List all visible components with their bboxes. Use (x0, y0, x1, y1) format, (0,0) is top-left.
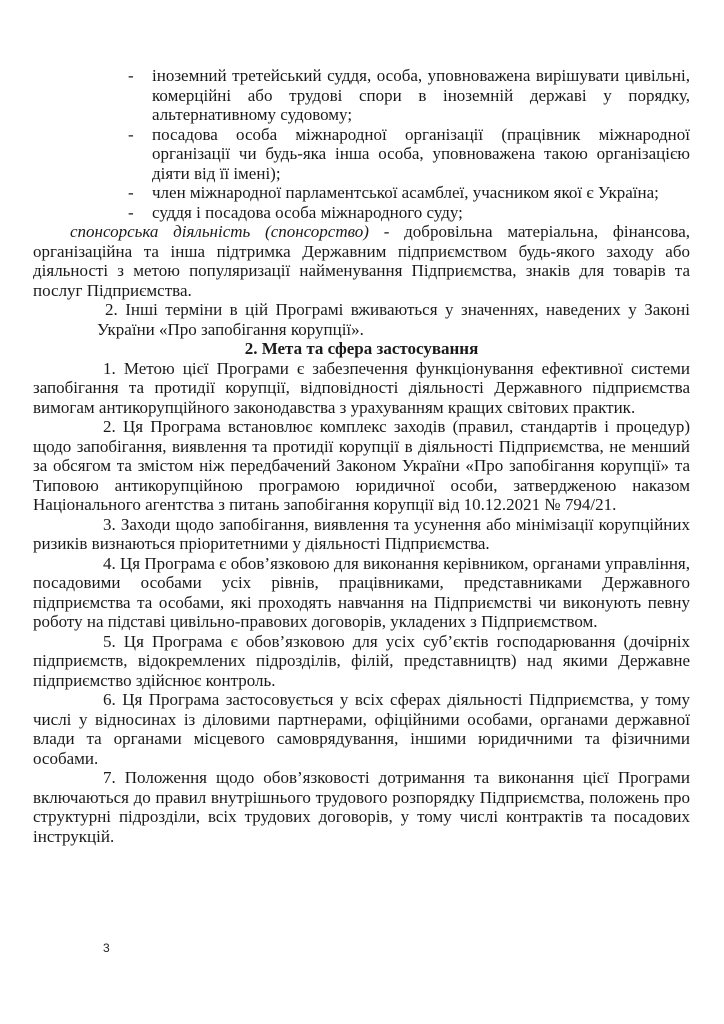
paragraph-section-2: 2. Ця Програма встановлює комплекс заходів (правил, стандартів і процедур) щодо запобігання, виявлення та протидії корупції в діяльності Підприємства, не менший за обсягом та змістом ніж передбачений Законом України «Про запобігання корупції» та Типовою антикорупційною програмою юридичної особи, затвердженою наказом Національного агентства з питань запобігання корупції від 10.12.2021 № 794/21. (33, 417, 690, 514)
paragraph-sponsorship-definition (33, 222, 690, 300)
list-item (33, 125, 690, 184)
list-item-text: посадова особа міжнародної організації (працівник міжнародної організації чи будь-яка інша особа, уповноважена такою організацією діяти від її імені); (152, 124, 690, 183)
document-body (33, 66, 690, 846)
dash-marker: - (128, 183, 134, 202)
list-item-text: член міжнародної парламентської асамблеї, учасником якої є Україна; (152, 183, 659, 202)
paragraph-other-terms: 2. Інші терміни в цій Програмі вживаються у значеннях, наведених у Законі України «Про запобігання корупції». (97, 300, 690, 339)
paragraph-section-1: 1. Метою цієї Програми є забезпечення функціонування ефективної системи запобігання та протидії корупції, відповідності діяльності Державного підприємства вимогам антикорупційного законодавства з урахуванням кращих світових практик. (33, 358, 690, 417)
list-item (33, 203, 690, 223)
list-item (33, 66, 690, 125)
dash-marker: - (128, 202, 134, 222)
paragraph-section-3: 3. Заходи щодо запобігання, виявлення та усунення або мінімізації корупційних ризиків визнаються пріоритетними у діяльності Підприємства. (33, 514, 690, 553)
dash-marker: - (128, 124, 134, 144)
page-number: 3 (103, 941, 110, 955)
paragraph-section-7: 7. Положення щодо обов’язковості дотримання та виконання цієї Програми включаються до правил внутрішнього трудового розпорядку Підприємства, положень про структурні підрозділи, всіх трудових договорів, у тому числі контрактів та посадових інструкцій. (33, 768, 690, 846)
definition-list (33, 66, 690, 222)
paragraph-section-5: 5. Ця Програма є обов’язковою для усіх суб’єктів господарювання (дочірніх підприємств, відокремлених підрозділів, філій, представництв) над якими Державне підприємство здійснює контроль. (33, 631, 690, 690)
sponsorship-definition-text: - добровільна матеріальна, фінансова, організаційна та інша підтримка Державним підприємством будь-якого заходу або діяльності з метою популяризації найменування Підприємства, знаків для товарів та послуг Підприємства. (33, 222, 691, 300)
dash-marker: - (128, 66, 134, 85)
section-heading: 2. Мета та сфера застосування (244, 339, 479, 358)
sponsorship-term: спонсорська діяльність (спонсорство) (70, 222, 369, 241)
paragraph-section-6: 6. Ця Програма застосовується у всіх сферах діяльності Підприємства, у тому числі у відносинах із діловими партнерами, офіційними особами, органами державної влади та органами місцевого самоврядування, іншими юридичними та фізичними особами. (33, 690, 690, 768)
list-item-text: іноземний третейський суддя, особа, уповноважена вирішувати цивільні, комерційні або трудові спори в іноземній державі у порядку, альтернативному судовому; (152, 66, 690, 124)
list-item-text: суддя і посадова особа міжнародного суду; (152, 202, 463, 222)
list-item (33, 183, 690, 203)
paragraph-section-4: 4. Ця Програма є обов’язковою для виконання керівником, органами управління, посадовими особами усіх рівнів, працівниками, представниками Державного підприємства та особами, які проходять навчання на Підприємстві чи виконують певну роботу на підставі цивільно-правових договорів, укладених з Підприємством. (33, 553, 690, 631)
